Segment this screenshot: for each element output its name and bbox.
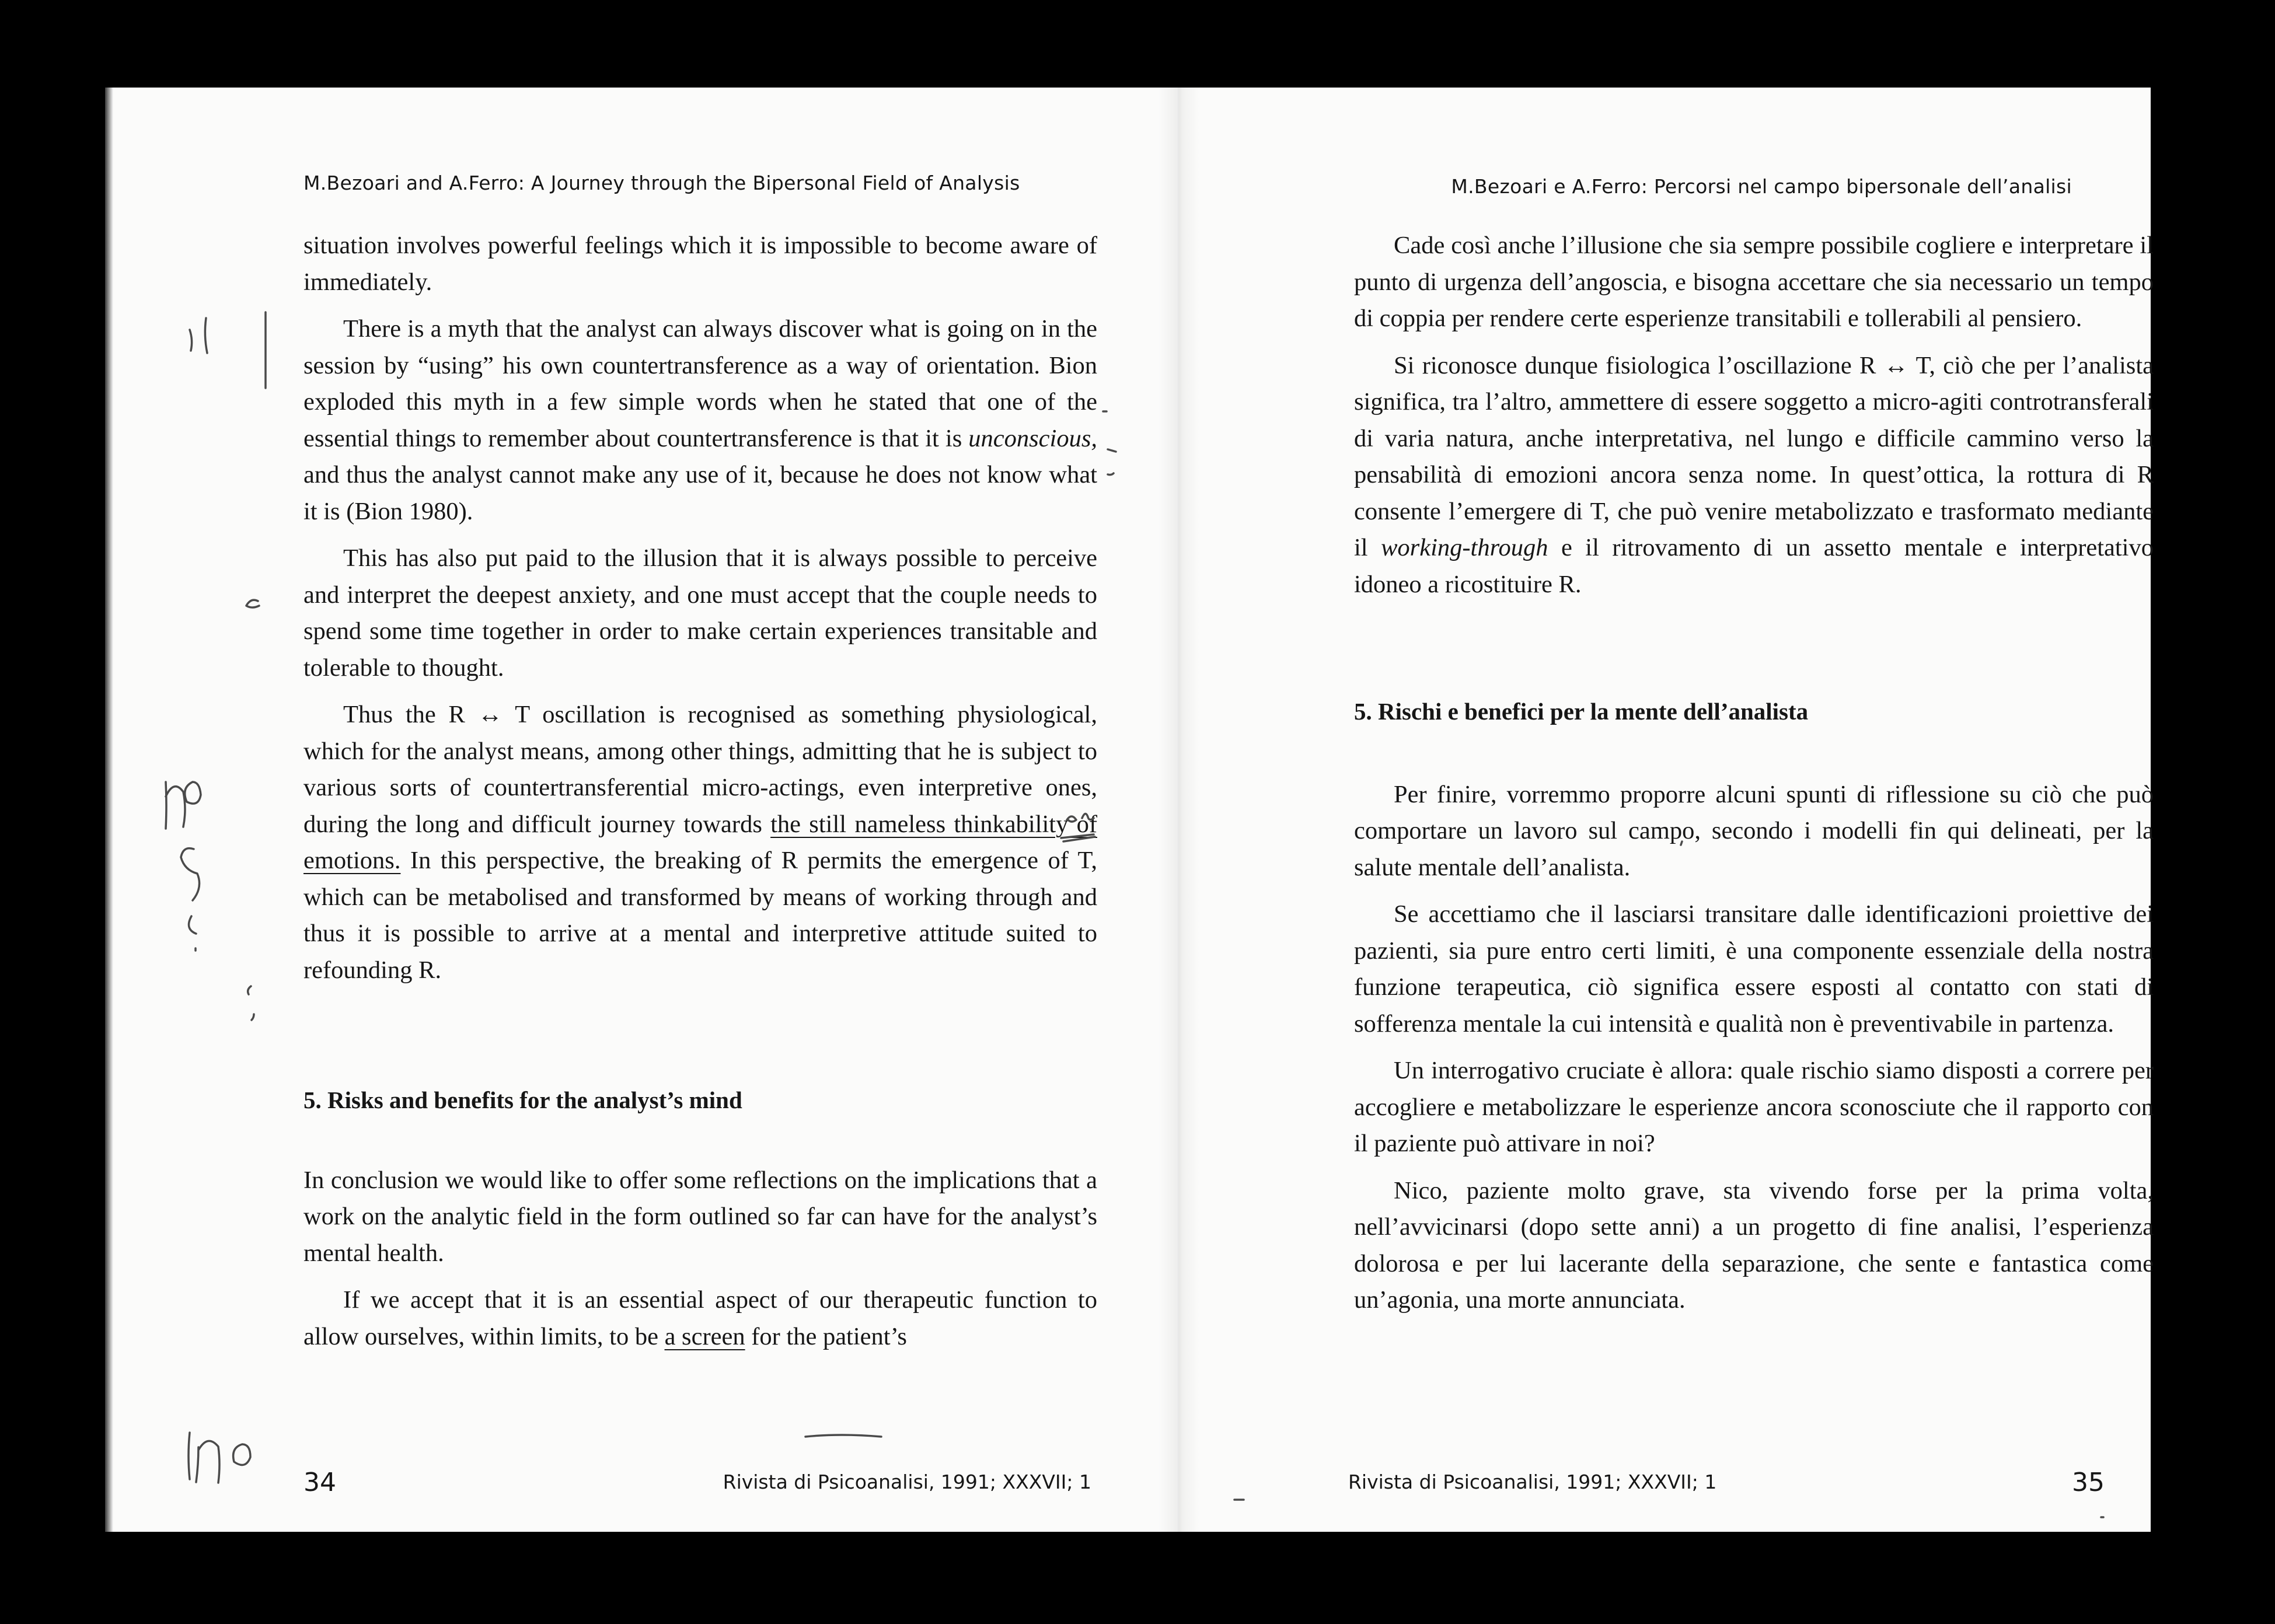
right-paragraph-4: Se accettiamo che il lasciarsi transitare dalle identificazioni proiettive dei pazienti, sia pure entro certi limiti, è una componente essenziale della nostra funzione terapeutica, ciò significa essere esposti al contatto con stati di sofferenza mentale la cui intensità e qualità non è preventivabile in partenza. xyxy=(1354,900,2154,1038)
pencil-mark-10 xyxy=(248,986,251,994)
left-paragraph-2-text: There is a myth that the analyst can always discover what is going on in the session by “using” his own countertransference as a way of orientation. Bion exploded this myth in a few simple words when he stated that one of the essential things to remember about countertransference is that it is xyxy=(303,315,1097,452)
pencil-mark-7 xyxy=(181,848,200,900)
page-shadow-edge xyxy=(105,88,113,1532)
right-journal-footer: Rivista di Psicoanalisi, 1991; XXXVII; 1 xyxy=(1348,1471,1717,1493)
pencil-mark-6 xyxy=(185,782,201,804)
left-paragraph-4-tail: In this perspective, the breaking of R permits the emergence of T, which can be metabolised and transformed by means of working through and thus it is possible to arrive at a mental and interpretive attitude suited to refounding R. xyxy=(303,847,1097,984)
pencil-mark-1 xyxy=(190,330,192,351)
left-section-title: 5. Risks and benefits for the analyst’s mind xyxy=(303,1087,742,1113)
left-paragraph-1: situation involves powerful feelings which it is impossible to become aware of immediately. xyxy=(303,232,1097,296)
pencil-mark-13 xyxy=(233,1444,250,1465)
left-paragraph-6-underlined: a screen xyxy=(664,1322,745,1350)
pencil-mark-8 xyxy=(189,916,197,934)
left-paragraph-6-tail: for the patient’s xyxy=(745,1322,907,1350)
pencil-mark-4 xyxy=(246,600,259,607)
right-section-title: 5. Rischi e benefici per la mente dell’analista xyxy=(1354,698,1809,725)
pencil-mark-2 xyxy=(205,318,207,353)
left-paragraph-4 xyxy=(303,697,1097,989)
left-running-head: M.Bezoari and A.Ferro: A Journey through the Bipersonal Field of Analysis xyxy=(303,172,1020,194)
left-paragraph-3: This has also put paid to the illusion that it is always possible to perceive and interpret the deepest anxiety, and one must accept that the couple needs to spend some time together in order to make certain experiences transitable and tolerable to thought. xyxy=(303,544,1097,682)
pencil-mark-12 xyxy=(189,1433,219,1483)
right-paragraph-5: Un interrogativo cruciate è allora: quale rischio siamo disposti a correre per accogliere e metabolizzare le esperienze ancora sconosciute che il rapporto con il paziente può attivare in noi? xyxy=(1354,1057,2154,1157)
right-paragraph-2 xyxy=(1354,348,2154,603)
book-spread xyxy=(105,88,2154,1532)
left-paragraph-4-text: Thus the R ↔ T oscillation is recognised as something physiological, which for the analyst means, among other things, admitting that he is subject to various sorts of countertransferential micro-actings, even interpretive ones, during the long and difficult journey towards xyxy=(303,701,1097,838)
left-paragraph-6 xyxy=(303,1282,1097,1355)
right-paragraph-1: Cade così anche l’illusione che sia sempre possibile cogliere e interpretare il punto di urgenza dell’angoscia, e bisogna accettare che sia necessario un tempo di coppia per rendere certe esperienze transitabili e tollerabili al pensiero. xyxy=(1354,232,2154,332)
left-paragraph-5: In conclusion we would like to offer some reflections on the implications that a work on the analytic field in the form outlined so far can have for the analyst’s mental health. xyxy=(303,1166,1097,1267)
left-page-number: 34 xyxy=(303,1468,336,1497)
right-paragraph-3: Per finire, vorremmo proporre alcuni spunti di riflessione su ciò che può comportare un lavoro sul campo, secondo i modelli fin qui delineati, per la salute mentale dell’analista. xyxy=(1354,780,2154,881)
left-paragraph-2-tail: and thus the analyst cannot make any use of it, because he does not know what it is (Bion 1980). xyxy=(303,461,1097,525)
pencil-mark-5 xyxy=(166,782,185,829)
pencil-mark-11 xyxy=(252,1014,254,1020)
right-paragraph-2-tail: e il ritrovamento di un assetto mentale e interpretativo idoneo a ricostituire R. xyxy=(1354,534,2154,598)
right-paragraph-2-text: Si riconosce dunque fisiologica l’oscillazione R ↔ T, ciò che per l’analista significa, tra l’altro, ammettere di essere soggetto a micro-agiti controtransferali di varia natura, anche interpretativa, nel lungo e difficile cammino verso la pensabilità di emozioni ancora senza nome. In quest’ottica, la rottura di R consente l’emergere di T, che può venire metabolizzato e trasformato mediante il xyxy=(1354,351,2154,561)
right-paragraph-2-italic: working-through xyxy=(1381,534,1548,561)
right-body-text xyxy=(1354,228,2154,1329)
left-paragraph-6-text: If we accept that it is an essential aspect of our therapeutic function to allow ourselves, within limits, to be xyxy=(303,1286,1097,1350)
left-paragraph-4-underlined: the still nameless thinkability of emotions. xyxy=(303,810,1097,874)
right-running-head: M.Bezoari e A.Ferro: Percorsi nel campo bipersonale dell’analisi xyxy=(1451,175,2072,198)
left-paragraph-2 xyxy=(303,311,1097,530)
right-page-number: 35 xyxy=(2072,1468,2105,1497)
left-journal-footer: Rivista di Psicoanalisi, 1991; XXXVII; 1 xyxy=(723,1471,1091,1493)
right-paragraph-6: Nico, paziente molto grave, sta vivendo forse per la prima volta, nell’avvicinarsi (dopo sette anni) a un progetto di fine analisi, l’esperienza dolorosa e per lui lacerante della separazione, che sente e fantastica come un’agonia, una morte annunciata. xyxy=(1354,1176,2154,1314)
left-body-text xyxy=(303,228,1097,1365)
right-page xyxy=(1249,88,2159,1532)
left-paragraph-2-italic: unconscious, xyxy=(968,424,1097,452)
left-page xyxy=(303,88,1202,1532)
